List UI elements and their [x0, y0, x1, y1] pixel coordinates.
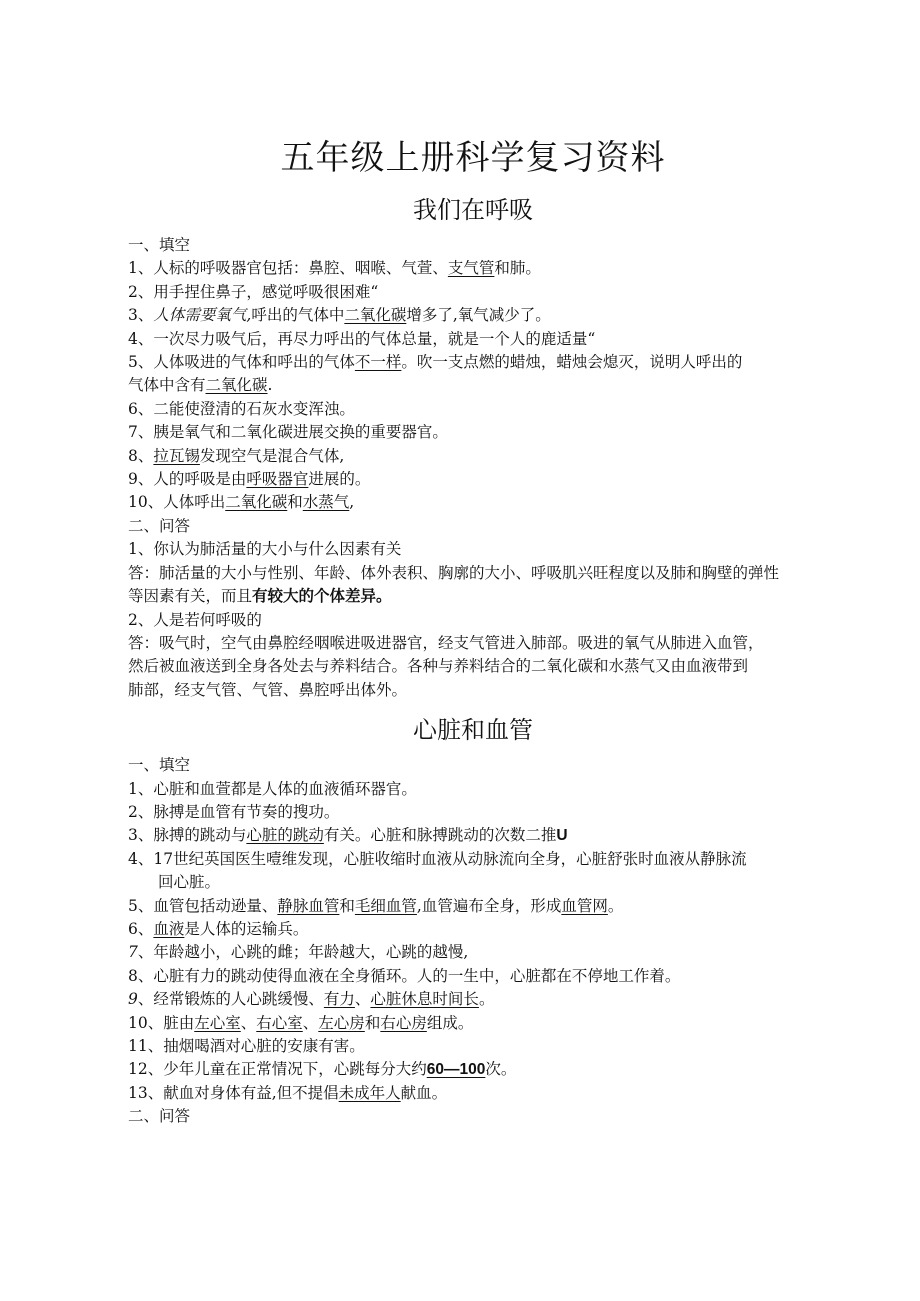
answer-blank: 右心房 — [380, 1013, 427, 1032]
answer-blank: 心脏的跳动 — [246, 826, 324, 845]
list-item: 13、献血对身体有益,但不提倡未成年人献血。 — [128, 1083, 448, 1102]
answer-blank: 未成年人 — [338, 1083, 401, 1102]
answer-blank: 不一样 — [354, 353, 402, 372]
answer-blank: 支气管 — [447, 259, 495, 278]
answer-blank: 左心房 — [318, 1013, 365, 1032]
answer-blank: 血液 — [153, 919, 185, 938]
list-item: 2、用手捏住鼻子，感觉呼吸很困难“ — [128, 282, 379, 301]
qa-header: 二、问答 — [128, 1107, 191, 1126]
list-item: 7、年龄越小，心跳的雌；年龄越大，心跳的越慢, — [128, 943, 469, 962]
question: 1、你认为肺活量的大小与什么因素有关 — [128, 540, 402, 559]
list-item: 12、少年儿童在正常情况下，心跳每分大约60—100次。 — [128, 1060, 517, 1079]
list-item: 10、脏由左心室、右心室、左心房和右心房组成。 — [128, 1013, 474, 1032]
document-page — [128, 132, 818, 1129]
answer-blank: 60—100 — [426, 1061, 486, 1079]
list-item: 6、血液是人体的运输兵。 — [128, 919, 309, 938]
answer-blank: 毛细血管 — [354, 896, 417, 915]
section-heading-breathing: 我们在呼吸 — [413, 196, 533, 224]
list-item: 9、人的呼吸是由呼吸器官进展的。 — [128, 470, 371, 489]
list-item: 8、拉瓦锡发现空气是混合气体, — [128, 446, 345, 465]
list-item: 2、脉搏是血管有节奏的搜功。 — [128, 802, 340, 821]
list-item: 5、人体吸进的气体和呼出的气体不一样。吹一支点燃的蜡烛，蜡烛会熄灭，说明人呼出的 — [128, 353, 743, 372]
answer-blank: 二氧化碳 — [344, 306, 407, 325]
section-heading-heart: 心脏和血管 — [413, 716, 533, 745]
answer-blank: 水蒸气 — [302, 493, 350, 512]
answer-continued: 然后被血液送到全身各处去与养料结合。各种与养料结合的二氧化碳和水蒸气又由血液带到 — [128, 657, 749, 676]
answer: 答：吸气时，空气由鼻腔经咽喉进吸进器官，经支气管进入肺部。吸进的氧气从肺进入血管， — [128, 633, 764, 652]
answer-continued: 等因素有关，而且有较大的个体差异。 — [128, 587, 392, 606]
list-item-continued: 气体中含有二氧化碳. — [128, 376, 273, 395]
answer: 答：肺活量的大小与性别、年龄、体外表积、胸廓的大小、呼吸肌兴旺程度以及肺和胸壁的弹性 — [128, 563, 780, 582]
answer-blank: 左心室 — [194, 1013, 241, 1032]
list-item: 4、17世纪英国医生噎维发现，心脏收缩时血液从动脉流向全身，心脏舒张时血液从静脉流 — [128, 849, 747, 868]
answer-blank: 右心室 — [256, 1013, 303, 1032]
list-item: 5、血管包括动逊量、静脉血管和毛细血管,血管遍布全身，形成血管网。 — [128, 896, 624, 915]
answer-blank: 呼吸器官 — [246, 470, 309, 489]
list-item-continued: 回心脏。 — [158, 873, 221, 892]
list-item: 11、抽烟喝酒对心脏的安康有害。 — [128, 1037, 365, 1055]
question: 2、人是若何呼吸的 — [128, 610, 262, 629]
list-item: 10、人体呼出二氧化碳和水蒸气, — [128, 493, 355, 512]
list-item: 3、脉搏的跳动与心脏的跳动有关。心脏和脉搏跳动的次数二推U — [128, 826, 568, 845]
list-item: 7、胰是氧气和二氧化碳进展交换的重要器官。 — [128, 423, 448, 442]
answer-blank: 血管网 — [561, 896, 608, 915]
answer-blank: 二氧化碳 — [225, 493, 288, 512]
fill-header: 一、填空 — [128, 756, 191, 775]
page-title: 五年级上册科学复习资料 — [280, 138, 666, 178]
qa-header: 二、问答 — [128, 516, 191, 535]
answer-blank: 静脉血管 — [277, 896, 340, 915]
answer-blank: 二氧化碳 — [205, 376, 268, 395]
list-item: 1、心脏和血萱都是人体的血液循环器官。 — [128, 779, 417, 798]
list-item: 4、一次尽力吸气后，再尽力呼出的气体总量，就是一个人的鹿适量“ — [128, 329, 596, 348]
list-item: 1、人标的呼吸器官包括：鼻腔、咽喉、气萱、支气管和肺。 — [128, 259, 541, 278]
list-item: 3、人体需要氧气,呼出的气体中二氧化碳增多了,氧气减少了。 — [128, 306, 551, 325]
list-item: 9、经常锻炼的人心跳缓慢、有力、心脏休息时间长。 — [128, 990, 495, 1009]
answer-blank: 心脏休息时间长 — [370, 990, 479, 1009]
fill-header: 一、填空 — [128, 236, 191, 254]
answer-continued: 肺部，经支气管、气管、鼻腔呼出体外。 — [128, 680, 408, 699]
list-item: 8、心脏有力的跳动使得血液在全身循环。人的一生中，心脏都在不停地工作着。 — [128, 966, 681, 985]
answer-blank: 拉瓦锡 — [153, 446, 200, 465]
list-item: 6、二能使澄清的石灰水变浑浊。 — [128, 399, 355, 418]
answer-blank: 有力 — [323, 990, 355, 1009]
